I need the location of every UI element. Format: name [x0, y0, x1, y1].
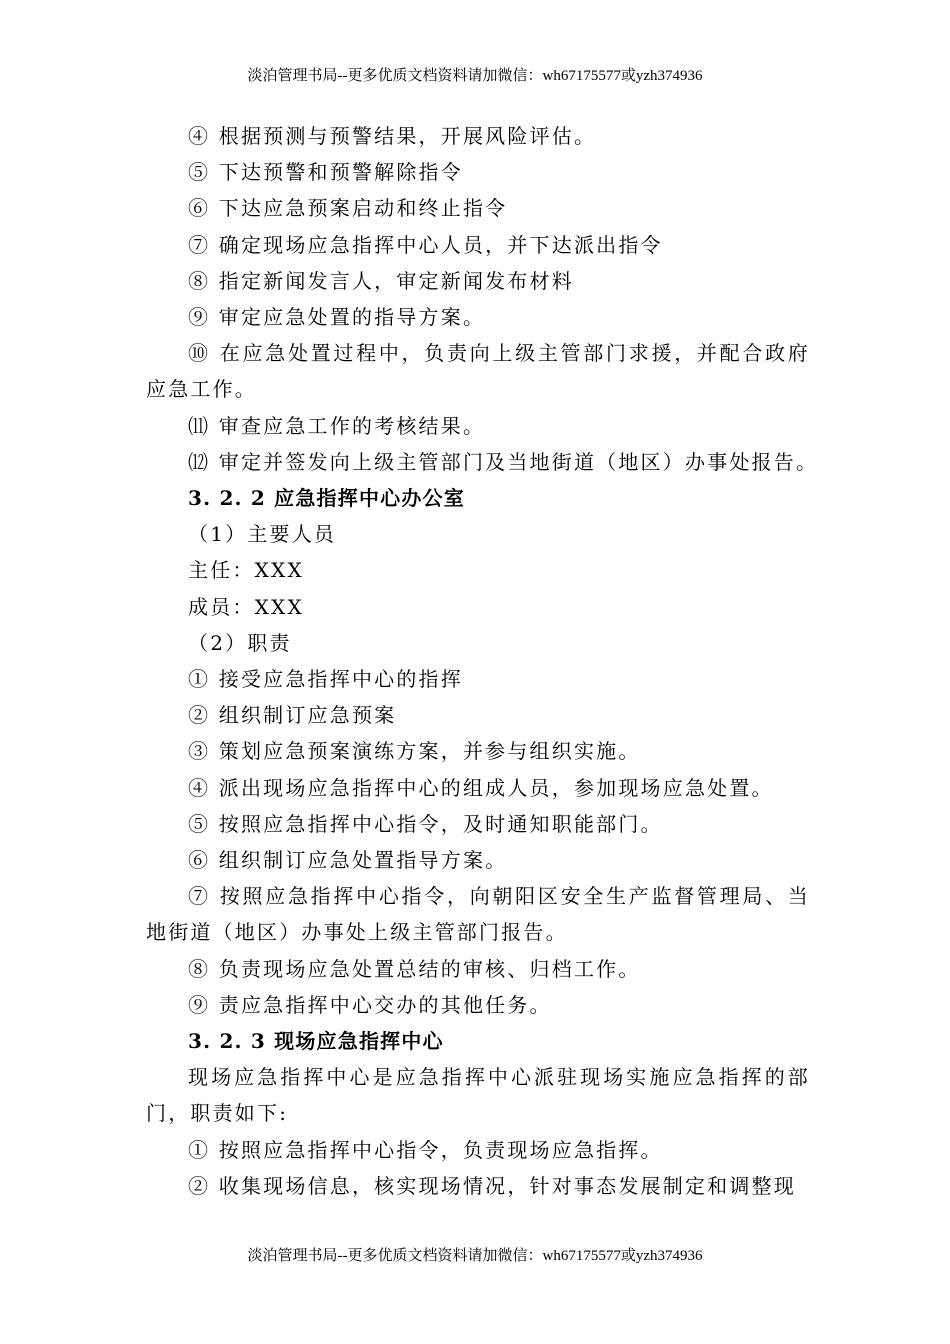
list-item: ⑤ 下达预警和预警解除指令: [188, 160, 463, 185]
page-header: 淡泊管理书局--更多优质文档资料请加微信：wh67175577或yzh374936: [247, 68, 703, 84]
list-item: ⑦ 按照应急指挥中心指令，向朝阳区安全生产监督管理局、当地街道（地区）办事处上级主管部门报告。: [146, 884, 810, 945]
paragraph: 现场应急指挥中心是应急指挥中心派驻现场实施应急指挥的部门，职责如下:: [146, 1065, 810, 1126]
list-item: ⑤ 按照应急指挥中心指令，及时通知职能部门。: [188, 811, 663, 836]
list-item: ② 收集现场信息，核实现场情况，针对事态发展制定和调整现: [188, 1173, 796, 1198]
list-item: ⑥ 组织制订应急处置指导方案。: [188, 848, 508, 873]
list-item: （2）职责: [188, 630, 292, 655]
list-item: ⑾ 审查应急工作的考核结果。: [188, 413, 486, 438]
list-item: ③ 策划应急预案演练方案，并参与组织实施。: [188, 739, 641, 764]
list-item: ⑨ 审定应急处置的指导方案。: [188, 305, 486, 330]
page-footer: 淡泊管理书局--更多优质文档资料请加微信：wh67175577或yzh374936: [247, 1248, 703, 1264]
list-item: ⑧ 指定新闻发言人，审定新闻发布材料: [188, 268, 574, 293]
list-item: ① 按照应急指挥中心指令，负责现场应急指挥。: [188, 1137, 663, 1162]
list-item: ⑩ 在应急处置过程中，负责向上级主管部门求援，并配合政府应急工作。: [146, 341, 810, 402]
list-item: ⑦ 确定现场应急指挥中心人员，并下达派出指令: [188, 232, 663, 257]
list-item: ⑥ 下达应急预案启动和终止指令: [188, 196, 508, 221]
list-item: ⑧ 负责现场应急处置总结的审核、归档工作。: [188, 956, 641, 981]
list-item: 成员：XXX: [188, 594, 304, 619]
list-item: 主任：XXX: [188, 558, 304, 583]
list-item: ⑿ 审定并签发向上级主管部门及当地街道（地区）办事处报告。: [188, 449, 819, 474]
list-item: ④ 派出现场应急指挥中心的组成人员，参加现场应急处置。: [188, 775, 774, 800]
section-heading: 3. 2. 2 应急指挥中心办公室: [188, 486, 465, 511]
section-heading: 3. 2. 3 现场应急指挥中心: [188, 1029, 444, 1054]
list-item: ① 接受应急指挥中心的指挥: [188, 667, 463, 692]
list-item: （1）主要人员: [188, 522, 337, 547]
list-item: ④ 根据预测与预警结果，开展风险评估。: [188, 124, 597, 148]
document-body: [146, 118, 819, 1204]
list-item: ⑨ 责应急指挥中心交办的其他任务。: [188, 992, 552, 1017]
list-item: ② 组织制订应急预案: [188, 703, 397, 728]
